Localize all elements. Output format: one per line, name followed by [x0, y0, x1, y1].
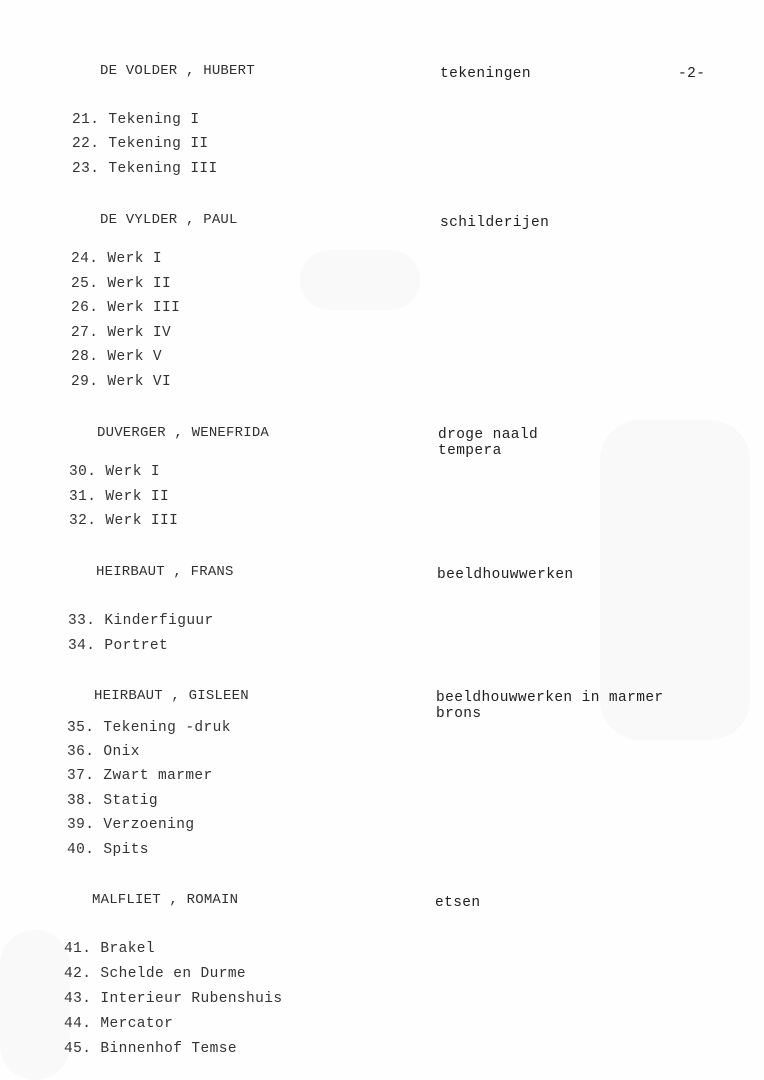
list-item: 21. Tekening I — [72, 112, 200, 128]
artist-name: DE VOLDER , HUBERT — [100, 63, 255, 79]
list-item: 32. Werk III — [69, 513, 179, 529]
list-item: 24. Werk I — [71, 251, 163, 267]
paper-smudge — [300, 250, 420, 310]
artist-name: DE VYLDER , PAUL — [100, 212, 238, 228]
list-item: 42. Schelde en Durme — [64, 966, 247, 982]
list-item: 23. Tekening III — [72, 161, 218, 177]
technique-label: schilderijen — [440, 215, 550, 231]
list-item: 34. Portret — [68, 638, 169, 654]
list-item: 39. Verzoening — [67, 817, 195, 833]
paper-smudge — [0, 930, 70, 1080]
list-item: 36. Onix — [67, 744, 140, 760]
list-item: 28. Werk V — [71, 349, 163, 365]
list-item: 38. Statig — [67, 793, 159, 809]
list-item: 44. Mercator — [64, 1016, 174, 1032]
artist-name: DUVERGER , WENEFRIDA — [97, 425, 270, 441]
list-item: 30. Werk I — [69, 464, 161, 480]
list-item: 41. Brakel — [64, 941, 156, 957]
page-number: -2- — [678, 66, 706, 82]
list-item: 35. Tekening -druk — [67, 720, 231, 736]
technique-label: beeldhouwwerken — [437, 567, 574, 583]
artist-name: MALFLIET , ROMAIN — [92, 892, 239, 908]
list-item: 40. Spits — [67, 842, 149, 858]
list-item: 45. Binnenhof Temse — [64, 1041, 237, 1057]
technique-label: beeldhouwwerken in marmer — [436, 690, 664, 706]
list-item: 37. Zwart marmer — [67, 768, 213, 784]
artist-name: HEIRBAUT , GISLEEN — [94, 688, 249, 704]
list-item: 31. Werk II — [69, 489, 170, 505]
technique-label: etsen — [435, 895, 481, 911]
list-item: 26. Werk III — [71, 300, 181, 316]
list-item: 29. Werk VI — [71, 374, 172, 390]
list-item: 27. Werk IV — [71, 325, 172, 341]
list-item: 25. Werk II — [71, 276, 172, 292]
technique-label: brons — [436, 706, 482, 722]
artist-name: HEIRBAUT , FRANS — [96, 564, 234, 580]
technique-label: tempera — [438, 443, 502, 459]
list-item: 22. Tekening II — [72, 136, 209, 152]
technique-label: droge naald — [438, 427, 539, 443]
list-item: 33. Kinderfiguur — [68, 613, 214, 629]
list-item: 43. Interieur Rubenshuis — [64, 991, 283, 1007]
technique-label: tekeningen — [440, 66, 532, 82]
